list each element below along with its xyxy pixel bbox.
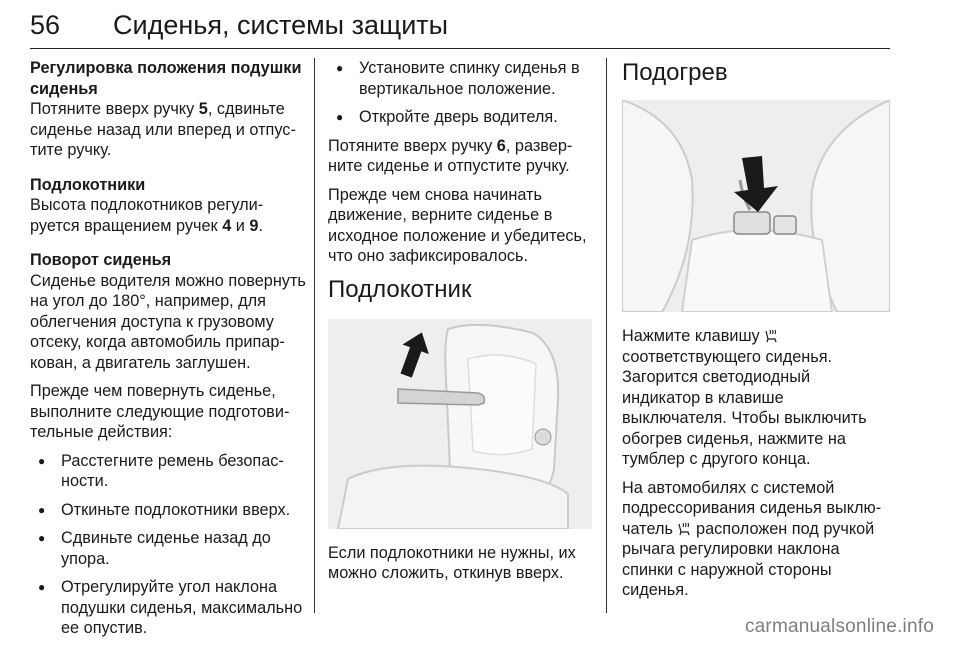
armrest-illustration	[328, 319, 592, 529]
page-header	[30, 4, 890, 49]
page-number: 56	[30, 10, 61, 40]
seat-heater-icon	[677, 522, 691, 536]
cushion-text: Потяните вверх ручку 5, сдвиньте сиденье назад или вперед и отпустите ручку.	[30, 100, 296, 159]
list-item: ● Установите спинку сиденья в вертикальное положение.	[328, 58, 592, 99]
cushion-block	[30, 58, 306, 161]
armrest-height-block	[30, 175, 306, 237]
prep-list-continued	[328, 58, 592, 128]
swivel-title: Поворот сиденья	[30, 251, 172, 269]
restart-text: Прежде чем снова начинать движение, верните сиденье в исходное положение и убедитесь, что оно зафиксировалось.	[328, 185, 587, 265]
armrest-heading: Подлокотник	[328, 275, 472, 303]
list-item: ● Отрегулируйте угол наклона подушки сиденья, максимально ее опустив.	[30, 577, 306, 639]
pull-handle-text: Потяните вверх ручку 6, разверните сиденье и отпустите ручку.	[328, 136, 573, 175]
armrest-text: Если подлокотники не нужны, их можно сложить, откинув вверх.	[328, 543, 576, 582]
heating-text: Нажмите клавишу соответствующего сиденья. Загорится светодиодный индикатор в клавише выключателя. Чтобы выключить обогрев сиденья, нажмите на тумблер с другого конца.	[622, 327, 867, 468]
heating-heading: Подогрев	[622, 59, 728, 86]
seat-armrest-drawing	[328, 319, 592, 529]
seat-heating-drawing	[622, 100, 890, 312]
column-middle	[328, 58, 592, 592]
list-item: ● Сдвиньте сиденье назад до упора.	[30, 528, 306, 569]
list-item: ● Откройте дверь водителя.	[328, 107, 592, 128]
column-right	[622, 58, 890, 609]
list-item: ● Расстегните ремень безопасности.	[30, 451, 306, 492]
armrests-title: Подлокотники	[30, 175, 146, 194]
column-left	[30, 58, 306, 647]
heating-illustration	[622, 100, 890, 312]
before-swivel-text: Прежде чем повернуть сиденье, выполните следующие подготовительные действия:	[30, 382, 290, 441]
list-item: ● Откиньте подлокотники вверх.	[30, 500, 306, 521]
column-divider	[314, 58, 315, 613]
prep-list	[30, 451, 306, 639]
column-divider	[606, 58, 607, 613]
section-title: Сиденья, системы защиты	[113, 10, 449, 40]
swivel-block	[30, 250, 306, 639]
cushion-title: Регулировка положения подушки сиденья	[30, 59, 302, 98]
seat-heater-icon	[764, 329, 778, 343]
swivel-text: Сиденье водителя можно повернуть на угол до 180°, например, для облегчения доступа к грузовому отсеку, когда автомобиль припаркован, а двигатель заглушен.	[30, 271, 306, 372]
site-watermark: carmanualsonline.info	[744, 616, 934, 637]
suspension-text: На автомобилях с системой подрессоривания сиденья выключатель расположен под ручкой рычага регулировки наклона спинки с наружной стороны сиденья.	[622, 478, 882, 599]
armrests-text: Высота подлокотников регулируется вращением ручек 4 и 9.	[30, 196, 264, 235]
